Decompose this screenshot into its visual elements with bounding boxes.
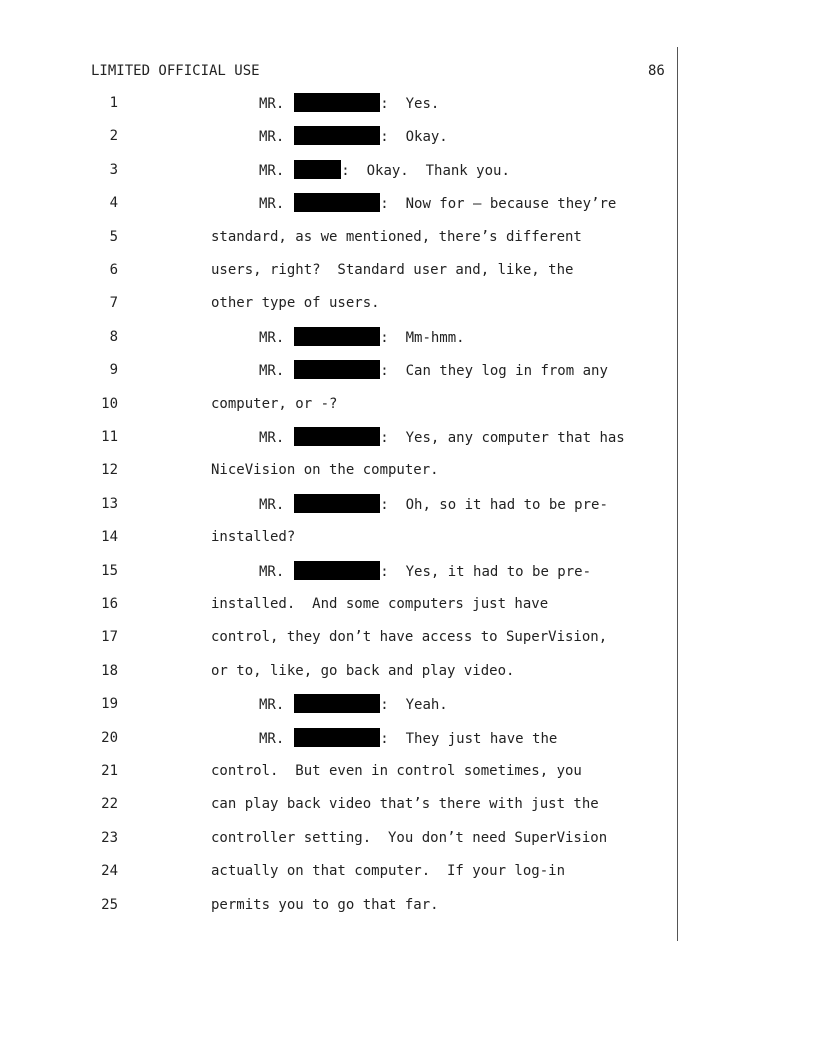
line-number: 6 bbox=[109, 262, 118, 278]
line-number: 2 bbox=[109, 128, 118, 145]
speaker-colon: : bbox=[380, 563, 406, 580]
speaker-turn bbox=[259, 193, 616, 214]
line-number: 18 bbox=[101, 662, 118, 679]
transcript-line bbox=[0, 494, 680, 514]
line-number: 11 bbox=[101, 429, 118, 445]
transcript-line bbox=[0, 260, 680, 280]
speaker-colon: : bbox=[380, 129, 406, 146]
spoken-text: or to, like, go back and play video. bbox=[211, 662, 515, 679]
spoken-text: Mm-hmm. bbox=[405, 329, 465, 346]
transcript-line bbox=[0, 895, 680, 915]
transcript-line bbox=[0, 360, 680, 380]
speaker-title: MR. bbox=[259, 96, 285, 112]
spoken-text: Yes, any computer that has bbox=[405, 430, 625, 446]
line-number: 4 bbox=[109, 195, 118, 212]
line-number: 19 bbox=[101, 696, 118, 713]
spoken-text: can play back video that’s there with just the bbox=[211, 796, 599, 813]
line-text bbox=[211, 828, 607, 848]
line-text bbox=[211, 661, 514, 681]
speaker-turn bbox=[259, 694, 448, 715]
line-number: 12 bbox=[101, 462, 118, 479]
spoken-text: Okay. bbox=[405, 129, 448, 146]
spoken-text: Yeah. bbox=[405, 697, 448, 714]
transcript-line bbox=[0, 93, 680, 113]
spoken-text: computer, or -? bbox=[211, 395, 338, 412]
line-number: 14 bbox=[101, 529, 118, 546]
redaction-box bbox=[294, 193, 380, 212]
redaction-box bbox=[294, 561, 380, 580]
line-text bbox=[211, 761, 582, 781]
line-text bbox=[211, 861, 565, 881]
line-number: 10 bbox=[101, 395, 118, 412]
speaker-turn bbox=[259, 494, 608, 515]
spoken-text: standard, as we mentioned, there’s different bbox=[211, 228, 582, 245]
transcript-line bbox=[0, 694, 680, 714]
spoken-text: Yes. bbox=[405, 96, 440, 112]
transcript-line bbox=[0, 460, 680, 480]
line-number: 22 bbox=[101, 796, 118, 813]
transcript-line bbox=[0, 193, 680, 213]
speaker-turn bbox=[259, 360, 608, 381]
line-number: 16 bbox=[101, 596, 118, 612]
speaker-turn bbox=[259, 126, 448, 147]
transcript-line bbox=[0, 861, 680, 881]
transcript-line bbox=[0, 126, 680, 146]
line-number: 8 bbox=[109, 328, 118, 345]
line-number: 9 bbox=[109, 362, 118, 379]
speaker-turn bbox=[259, 160, 510, 181]
classification-header: LIMITED OFFICIAL USE bbox=[91, 63, 260, 79]
line-number: 5 bbox=[109, 228, 118, 245]
spoken-text: installed. And some computers just have bbox=[211, 596, 549, 612]
redaction-box bbox=[294, 93, 380, 112]
line-number: 1 bbox=[109, 95, 118, 111]
line-number: 3 bbox=[109, 161, 118, 178]
speaker-turn bbox=[259, 327, 465, 348]
speaker-colon: : bbox=[380, 96, 406, 112]
speaker-turn bbox=[259, 728, 557, 749]
transcript-line bbox=[0, 293, 680, 313]
speaker-turn bbox=[259, 427, 625, 448]
line-text bbox=[211, 227, 582, 247]
transcript-line bbox=[0, 427, 680, 447]
spoken-text: other type of users. bbox=[211, 295, 380, 312]
line-text bbox=[211, 394, 337, 414]
transcript-line bbox=[0, 160, 680, 180]
transcript-line bbox=[0, 761, 680, 781]
spoken-text: control, they don’t have access to SuperVision, bbox=[211, 629, 608, 646]
transcript-line bbox=[0, 394, 680, 414]
redaction-box bbox=[294, 694, 380, 713]
spoken-text: control. But even in control sometimes, you bbox=[211, 763, 582, 779]
line-text bbox=[211, 460, 439, 480]
spoken-text: Okay. Thank you. bbox=[366, 162, 510, 179]
line-number: 13 bbox=[101, 495, 118, 512]
speaker-turn bbox=[259, 93, 439, 114]
speaker-colon: : bbox=[341, 162, 367, 179]
line-number: 20 bbox=[101, 729, 118, 746]
line-number: 24 bbox=[101, 863, 118, 880]
speaker-title: MR. bbox=[259, 430, 285, 446]
line-text bbox=[211, 293, 380, 313]
line-number: 15 bbox=[101, 562, 118, 579]
line-text bbox=[211, 627, 607, 647]
redaction-box bbox=[294, 360, 380, 379]
speaker-colon: : bbox=[380, 697, 406, 714]
line-number: 21 bbox=[101, 763, 118, 779]
line-number: 7 bbox=[109, 295, 118, 312]
line-text bbox=[211, 794, 599, 814]
spoken-text: users, right? Standard user and, like, the bbox=[211, 262, 574, 278]
speaker-title: MR. bbox=[259, 697, 285, 714]
speaker-title: MR. bbox=[259, 496, 285, 513]
transcript-line bbox=[0, 227, 680, 247]
transcript-line bbox=[0, 828, 680, 848]
speaker-colon: : bbox=[380, 496, 406, 513]
line-number: 17 bbox=[101, 629, 118, 646]
redaction-box bbox=[294, 126, 380, 145]
transcript-line bbox=[0, 327, 680, 347]
speaker-title: MR. bbox=[259, 162, 285, 179]
spoken-text: installed? bbox=[211, 529, 296, 546]
transcript-line bbox=[0, 627, 680, 647]
spoken-text: controller setting. You don’t need SuperVision bbox=[211, 829, 608, 846]
speaker-colon: : bbox=[380, 329, 406, 346]
transcript-line bbox=[0, 527, 680, 547]
transcript-line bbox=[0, 728, 680, 748]
spoken-text: permits you to go that far. bbox=[211, 896, 439, 913]
speaker-title: MR. bbox=[259, 363, 285, 380]
spoken-text: Oh, so it had to be pre- bbox=[405, 496, 608, 513]
speaker-colon: : bbox=[380, 730, 406, 747]
speaker-title: MR. bbox=[259, 563, 285, 580]
line-text bbox=[211, 895, 439, 915]
transcript-line bbox=[0, 661, 680, 681]
redaction-box bbox=[294, 494, 380, 513]
line-text bbox=[211, 260, 573, 280]
speaker-turn bbox=[259, 561, 591, 582]
transcript-line bbox=[0, 561, 680, 581]
spoken-text: Can they log in from any bbox=[405, 363, 608, 380]
speaker-colon: : bbox=[380, 363, 406, 380]
transcript-line bbox=[0, 794, 680, 814]
redaction-box bbox=[294, 160, 341, 179]
speaker-title: MR. bbox=[259, 129, 285, 146]
line-number: 25 bbox=[101, 896, 118, 913]
transcript-line bbox=[0, 594, 680, 614]
speaker-title: MR. bbox=[259, 196, 285, 213]
speaker-title: MR. bbox=[259, 329, 285, 346]
spoken-text: They just have the bbox=[405, 730, 558, 747]
redaction-box bbox=[294, 728, 380, 747]
speaker-colon: : bbox=[380, 196, 406, 213]
redaction-box bbox=[294, 427, 380, 446]
spoken-text: Yes, it had to be pre- bbox=[405, 563, 592, 580]
spoken-text: Now for – because they’re bbox=[405, 196, 617, 213]
line-text bbox=[211, 594, 548, 614]
redaction-box bbox=[294, 327, 380, 346]
line-number: 23 bbox=[101, 829, 118, 846]
speaker-colon: : bbox=[380, 430, 406, 446]
speaker-title: MR. bbox=[259, 730, 285, 747]
spoken-text: NiceVision on the computer. bbox=[211, 462, 439, 479]
spoken-text: actually on that computer. If your log-in bbox=[211, 863, 566, 880]
page-number: 86 bbox=[648, 63, 665, 79]
line-text bbox=[211, 527, 295, 547]
